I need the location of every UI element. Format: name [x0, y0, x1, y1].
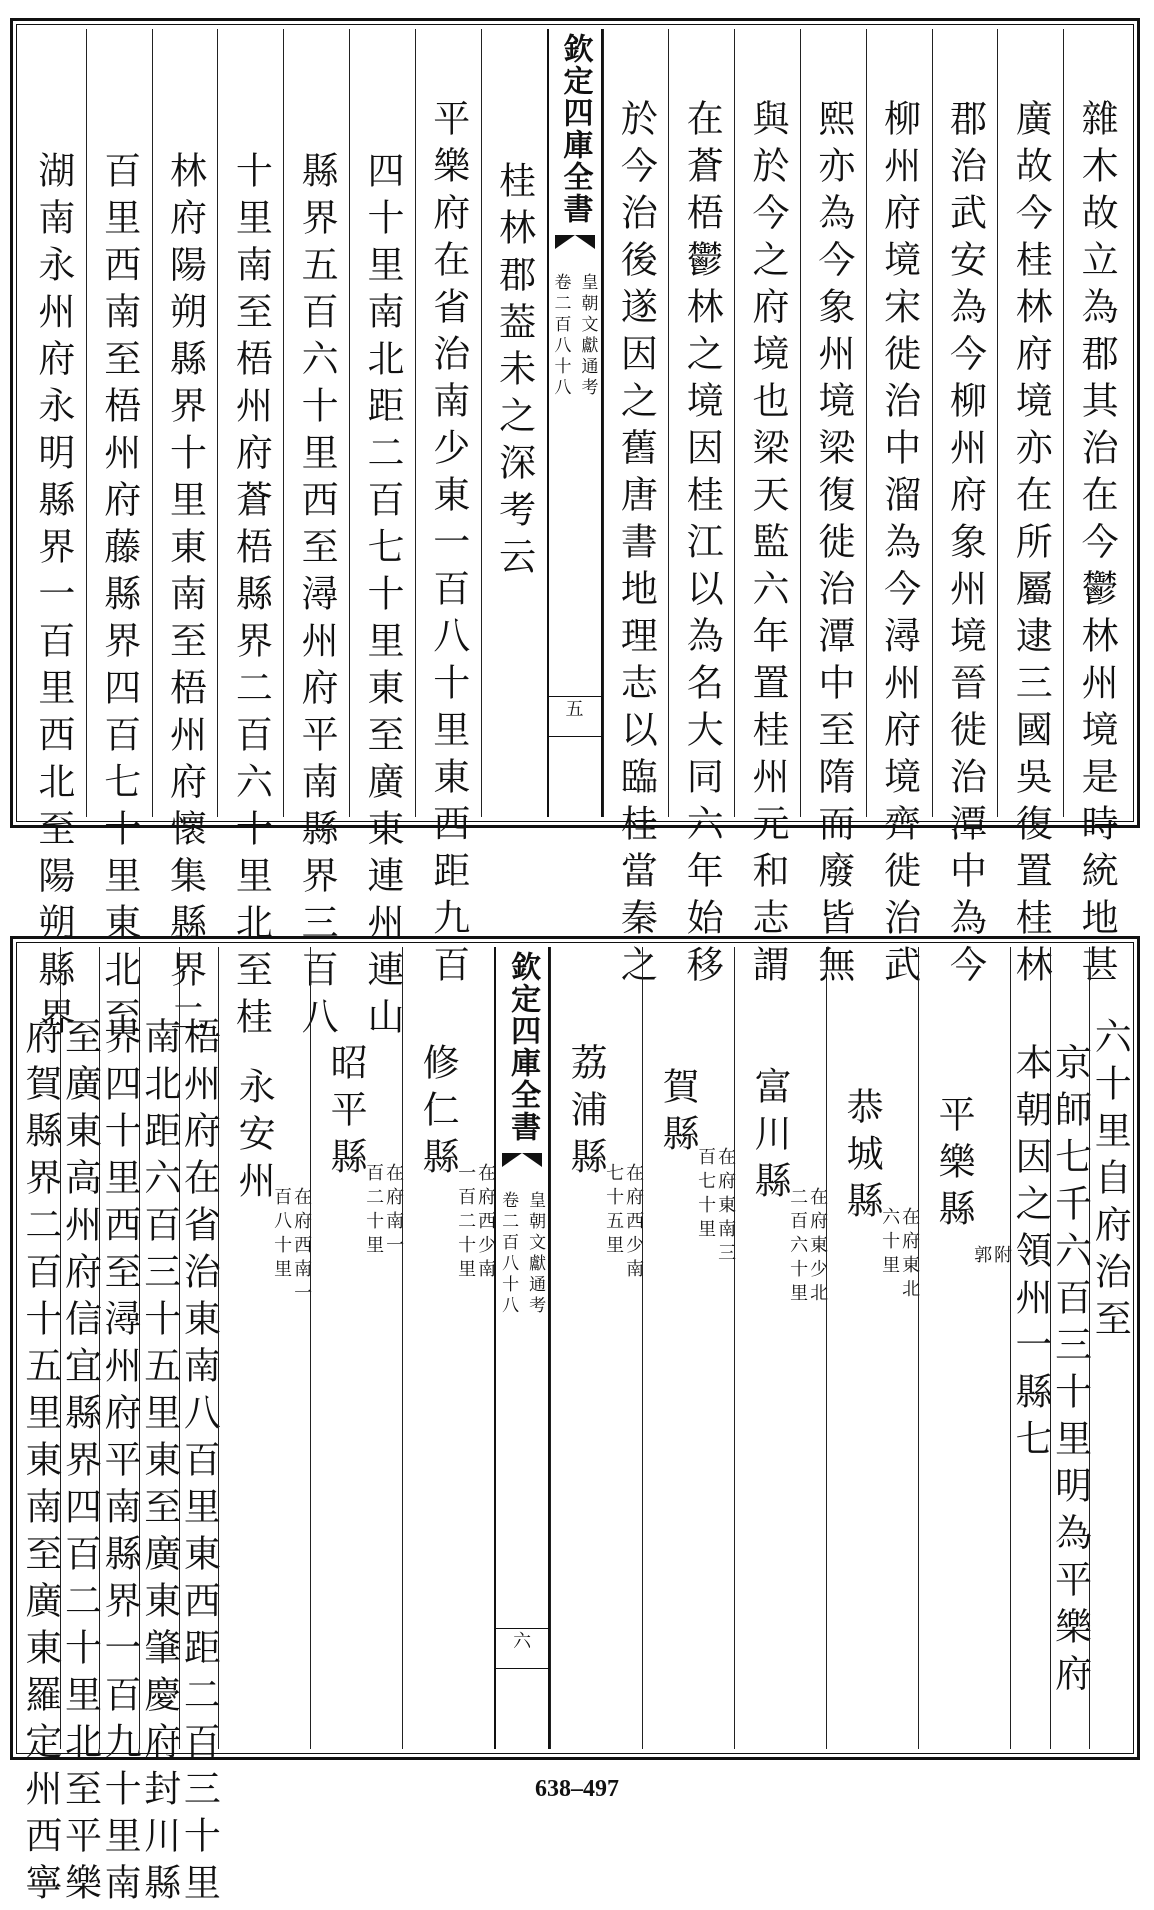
county-entry — [734, 947, 829, 1749]
center-gutter — [494, 947, 550, 1749]
text-column — [58, 947, 102, 1910]
county-note: 在府東北 — [899, 1207, 921, 1303]
text-column — [283, 29, 349, 1044]
county-entry — [642, 947, 737, 1749]
county-note: 在府東南三 — [715, 1147, 737, 1267]
column-text: 平樂府在省治南少東一百八十里東西距九百 — [426, 99, 470, 992]
column-text: 界四十里西至潯州府平南縣界一百九十里南 — [98, 1017, 142, 1910]
folio-number: 六 — [513, 1631, 532, 1652]
book-title: 欽定四庫全書 — [505, 951, 541, 1143]
column-text: 熙亦為今象州境梁復徙治潭中至隋而廢皆無 — [811, 99, 855, 992]
column-text: 百里西南至梧州府藤縣界四百七十里東北至 — [97, 151, 141, 1044]
county-name: 荔浦縣 — [564, 1043, 608, 1184]
column-text: 湖南永州府永明縣界一百里西北至陽朔縣界 — [31, 151, 75, 1044]
text-column — [734, 29, 800, 992]
juan-number: 卷二百八十八 — [550, 273, 571, 399]
column-text: 本朝因之領州一縣七 — [1008, 1043, 1052, 1466]
folio-number: 五 — [565, 699, 584, 720]
fish-tail-mark-icon — [502, 1153, 542, 1177]
county-note: 百八十里 — [271, 1187, 293, 1283]
column-text: 在蒼梧鬱林之境因桂江以為名大同六年始移 — [680, 99, 724, 992]
text-column — [98, 947, 142, 1910]
county-entry — [550, 947, 645, 1749]
text-column — [668, 29, 734, 992]
county-note: 百二十里 — [363, 1163, 385, 1259]
top-page — [10, 18, 1140, 1044]
column-text: 至廣東高州府信宜縣界四百二十里北至平樂 — [58, 1017, 102, 1910]
book-title: 欽定四庫全書 — [557, 33, 593, 225]
county-note: 在府東少北 — [807, 1187, 829, 1307]
text-column — [21, 29, 86, 1044]
column-text: 林府陽朔縣界十里東南至梧州府懷集縣界二 — [163, 151, 207, 1044]
text-column — [932, 29, 998, 992]
county-name: 永安州 — [232, 1067, 276, 1208]
column-text: 縣界五百六十里西至潯州府平南縣界三百八 — [295, 151, 339, 1044]
column-text: 於今治後遂因之舊唐書地理志以臨桂當秦之 — [614, 99, 658, 992]
column-text: 雜木故立為郡其治在今鬱林州境是時統地甚 — [1075, 99, 1119, 992]
juan-number: 卷二百八十八 — [498, 1191, 519, 1317]
county-entry — [310, 947, 405, 1749]
column-text: 郡治武安為今柳州府象州境晉徙治潭中為今 — [943, 99, 987, 992]
text-column — [152, 29, 218, 1044]
text-column — [1010, 947, 1050, 1749]
column-text: 十里南至梧州府蒼梧縣界二百六十里北至桂 — [229, 151, 273, 1044]
fish-tail-mark-icon — [555, 235, 595, 259]
column-text: 六十里自府治至 — [1088, 1017, 1132, 1346]
county-name: 富川縣 — [748, 1067, 792, 1208]
text-column — [997, 29, 1063, 992]
juan-title: 皇朝文獻通考 — [577, 273, 598, 399]
text-column — [86, 29, 152, 1044]
text-column — [800, 29, 866, 992]
county-name: 修仁縣 — [416, 1043, 460, 1184]
text-column — [217, 29, 283, 1044]
county-name: 平樂縣 — [932, 1095, 976, 1236]
juan-label — [496, 1191, 548, 1317]
county-note: 六十里 — [879, 1207, 901, 1279]
county-note: 在府西少南 — [623, 1163, 645, 1283]
text-column — [1063, 29, 1129, 992]
text-column — [177, 947, 221, 1910]
text-column — [18, 947, 62, 1910]
county-note: 郭 — [971, 1245, 993, 1269]
county-note: 百七十里 — [695, 1147, 717, 1243]
top-page-columns — [21, 29, 1129, 1044]
county-note: 在府西南一 — [291, 1187, 313, 1307]
column-text: 府賀縣界二百十五里東南至廣東羅定州西寧 — [18, 1017, 62, 1910]
text-column — [137, 947, 181, 1910]
county-note: 在府西少南 — [475, 1163, 497, 1283]
text-column — [481, 29, 547, 817]
county-note: 一百二十里 — [455, 1163, 477, 1283]
county-name: 恭城縣 — [840, 1087, 884, 1228]
divider — [549, 736, 601, 737]
column-text: 京師七千六百三十里明為平樂府 — [1048, 1043, 1092, 1701]
juan-label — [549, 273, 601, 399]
center-gutter — [547, 29, 603, 817]
text-column — [866, 29, 932, 992]
column-text: 南北距六百三十五里東至廣東肇慶府封川縣 — [137, 1017, 181, 1910]
county-entry — [826, 947, 921, 1749]
county-note: 在府南一 — [383, 1163, 405, 1259]
column-text: 桂林郡葢未之深考云 — [492, 161, 536, 584]
county-entry — [218, 947, 313, 1749]
county-entry — [918, 947, 1013, 1749]
column-text: 梧州府在省治東南八百里東西距二百三十里 — [177, 1017, 221, 1910]
county-name: 昭平縣 — [324, 1043, 368, 1184]
page-footer-number: 638–497 — [535, 1776, 619, 1802]
county-note: 附 — [991, 1245, 1013, 1269]
column-text: 柳州府境宋徙治中溜為今潯州府境齊徙治武 — [877, 99, 921, 992]
text-column — [1050, 947, 1090, 1749]
column-text: 四十里南北距二百七十里東至廣東連州連山 — [360, 151, 404, 1044]
juan-title: 皇朝文獻通考 — [525, 1191, 546, 1317]
county-entry — [402, 947, 497, 1749]
column-text: 與於今之府境也梁天監六年置桂州元和志謂 — [746, 99, 790, 992]
divider — [496, 1668, 548, 1669]
text-column — [415, 29, 481, 992]
county-name: 賀縣 — [656, 1067, 700, 1161]
text-column — [603, 29, 669, 992]
county-note: 七十五里 — [603, 1163, 625, 1259]
text-column — [349, 29, 415, 1044]
text-column — [1088, 947, 1132, 1749]
column-text: 廣故今桂林府境亦在所屬逮三國吳復置桂林 — [1009, 99, 1053, 992]
county-note: 二百六十里 — [787, 1187, 809, 1307]
